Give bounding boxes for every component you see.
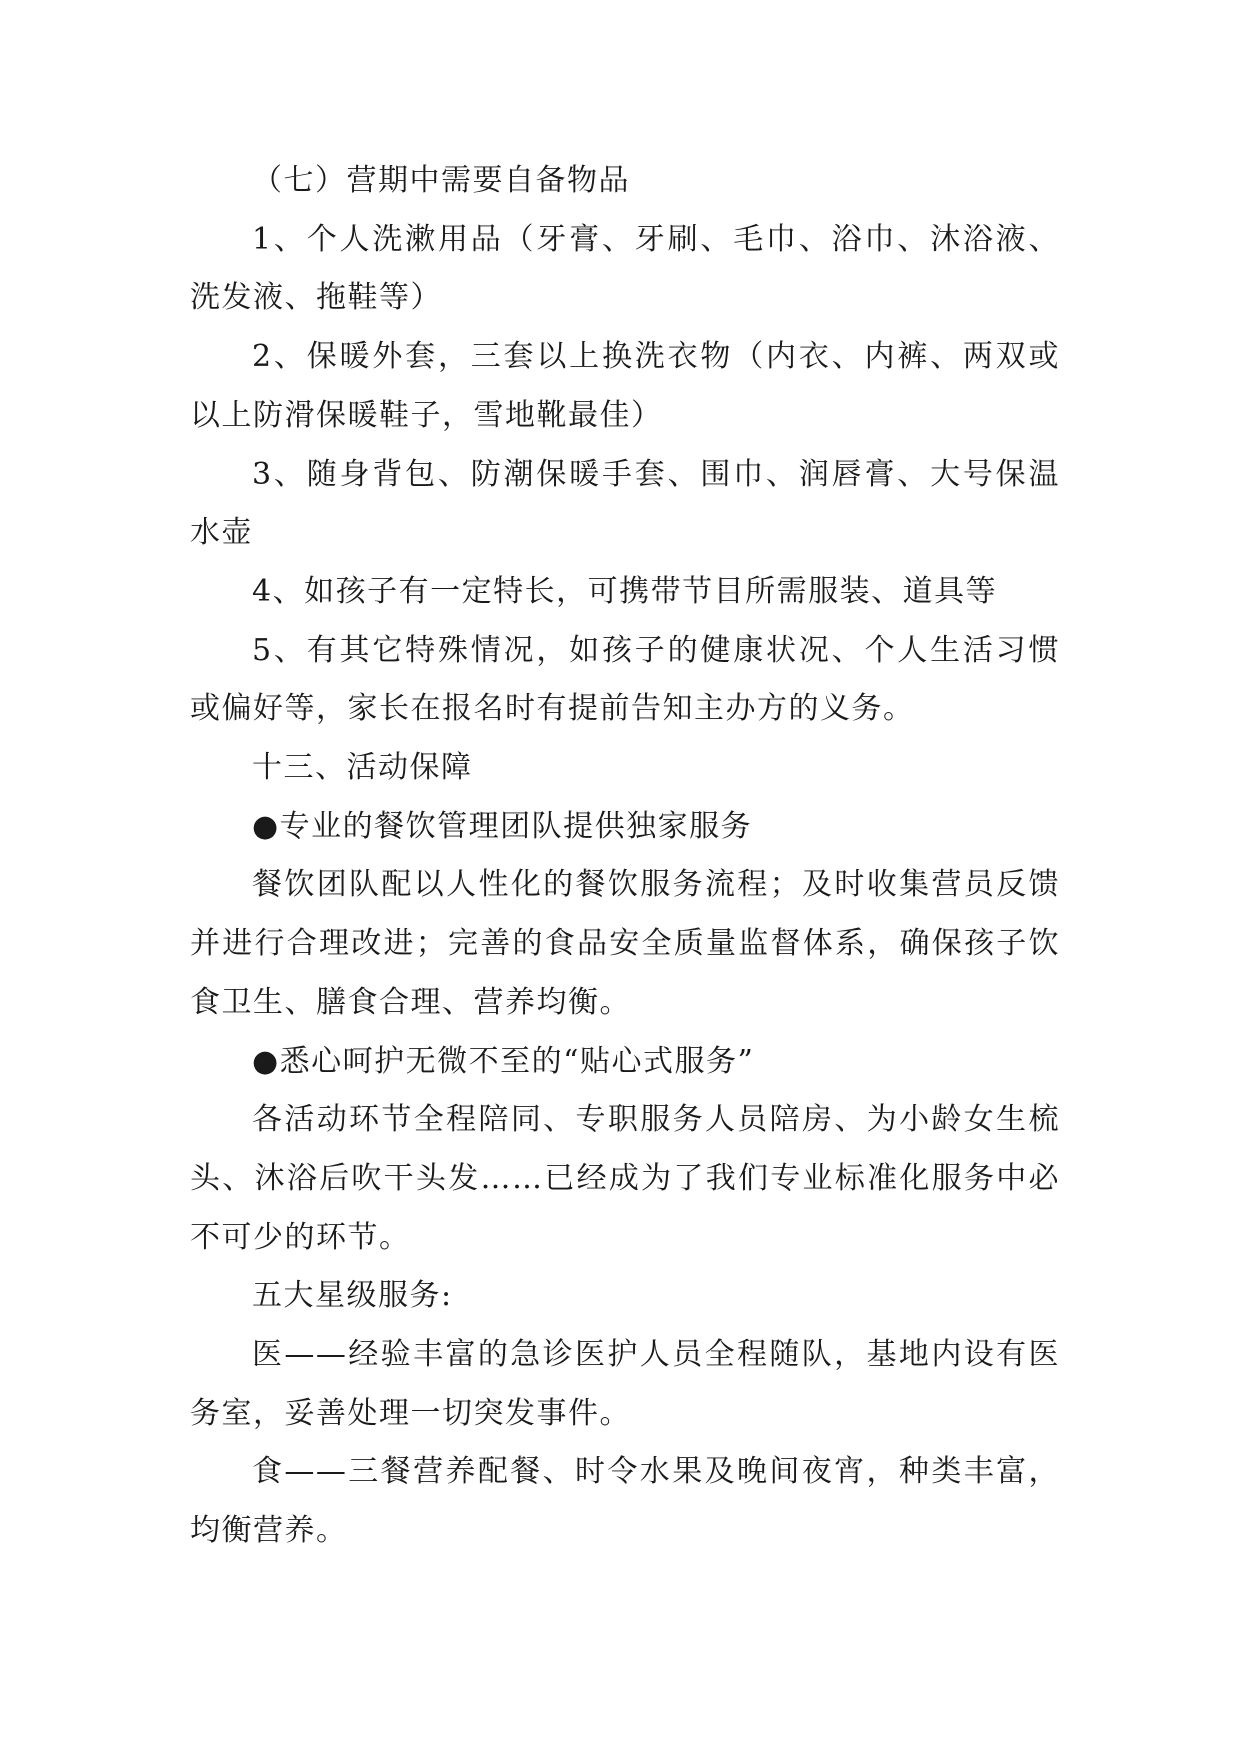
paragraph-care-service: 各活动环节全程陪同、专职服务人员陪房、为小龄女生梳头、沐浴后吹干头发……已经成为了我们专业标准化服务中必不可少的环节。 bbox=[190, 1102, 1060, 1255]
list-item-accessories: 3、随身背包、防潮保暖手套、围巾、润唇膏、大号保温水壶 bbox=[190, 456, 1060, 551]
list-item-clothing: 2、保暖外套，三套以上换洗衣物（内衣、内裤、两双或以上防滑保暖鞋子，雪地靴最佳） bbox=[190, 339, 1060, 433]
list-item-special-conditions: 5、有其它特殊情况，如孩子的健康状况、个人生活习惯或偏好等，家长在报名时有提前告知主办方的义务。 bbox=[190, 632, 1060, 727]
bullet-heading-catering: ●专业的餐饮管理团队提供独家服务 bbox=[252, 808, 753, 844]
paragraph-catering: 餐饮团队配以人性化的餐饮服务流程；及时收集营员反馈并进行合理改进；完善的食品安全质量监督体系，确保孩子饮食卫生、膳食合理、营养均衡。 bbox=[190, 867, 1060, 1020]
document-body bbox=[190, 152, 1060, 1561]
section-heading-guarantee: 十三、活动保障 bbox=[252, 750, 473, 786]
subheading-five-star-services: 五大星级服务: bbox=[252, 1278, 453, 1314]
paragraph-medical-service: 医——经验丰富的急诊医护人员全程随队，基地内设有医务室，妥善处理一切突发事件。 bbox=[190, 1337, 1060, 1431]
bullet-heading-care-service: ●悉心呵护无微不至的“贴心式服务” bbox=[252, 1043, 755, 1079]
paragraph-food-service: 食——三餐营养配餐、时令水果及晚间夜宵，种类丰富，均衡营养。 bbox=[190, 1454, 1060, 1549]
list-item-talent-props: 4、如孩子有一定特长，可携带节目所需服装、道具等 bbox=[252, 573, 998, 609]
section-heading-supplies: （七）营期中需要自备物品 bbox=[252, 163, 630, 198]
list-item-toiletries: 1、个人洗漱用品（牙膏、牙刷、毛巾、浴巾、沐浴液、洗发液、拖鞋等） bbox=[190, 221, 1060, 316]
